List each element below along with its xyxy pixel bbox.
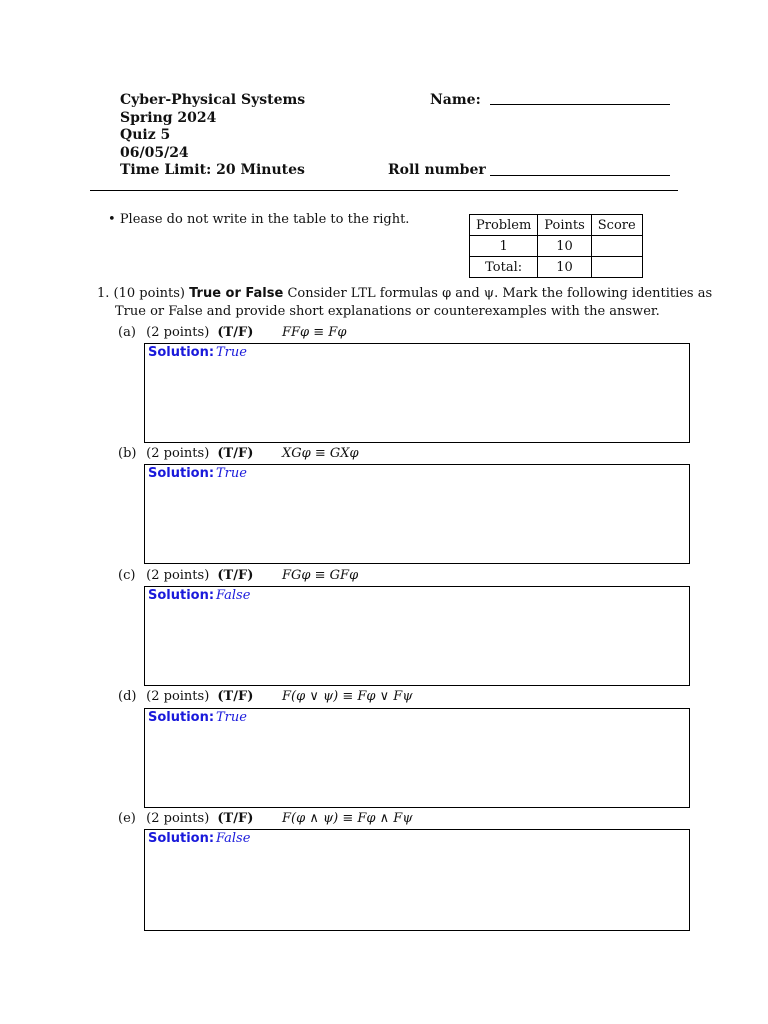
part-points: (2 points) [146,811,210,826]
header-divider [90,190,678,191]
question-points: (10 points) [113,286,185,301]
term: Spring 2024 [120,110,217,126]
formula-d: F(φ ∨ ψ) ≡ Fφ ∨ Fψ [282,689,413,704]
part-points: (2 points) [146,446,210,461]
course-title: Cyber-Physical Systems [120,92,306,108]
true-false-marker: (T/F) [217,446,254,461]
solution-answer: True [216,710,247,725]
part-points: (2 points) [146,325,210,340]
cell-problem: 1 [470,236,538,257]
solution-label: Solution: [148,345,215,360]
cell-score [591,236,642,257]
grade-table [469,214,643,278]
solution-box-b[interactable] [144,464,690,564]
question-number: 1. [97,286,110,301]
grade-table-header [470,215,643,236]
part-c [118,568,253,583]
formula-b: XGφ ≡ GXφ [282,446,359,461]
part-d [118,689,253,704]
roll-number-label: Roll number [388,162,486,178]
part-label: (d) [118,689,137,704]
header-problem: Problem [470,215,538,236]
formula-c: FGφ ≡ GFφ [282,568,359,583]
instruction [108,211,409,229]
formula-a: FFφ ≡ Fφ [282,325,347,340]
solution-box-d[interactable] [144,708,690,808]
header-points: Points [538,215,591,236]
part-points: (2 points) [146,568,210,583]
roll-number-field[interactable] [490,175,670,176]
question-text-line1: Consider LTL formulas φ and ψ. Mark the following identities as [287,286,713,301]
part-label: (a) [118,325,136,340]
header-score: Score [591,215,642,236]
part-b [118,446,253,461]
quiz-number: Quiz 5 [120,127,171,143]
grade-table-total-row [470,257,643,278]
part-points: (2 points) [146,689,210,704]
solution-answer: False [216,588,251,603]
part-label: (b) [118,446,137,461]
grade-table-row [470,236,643,257]
question-1 [97,285,712,303]
part-e [118,811,253,826]
solution-answer: False [216,831,251,846]
cell-total-label: Total: [470,257,538,278]
solution-label: Solution: [148,710,215,725]
solution-label: Solution: [148,588,215,603]
solution-box-e[interactable] [144,829,690,931]
solution-box-c[interactable] [144,586,690,686]
part-label: (c) [118,568,136,583]
name-label: Name: [430,92,481,108]
true-false-marker: (T/F) [217,689,254,704]
cell-points: 10 [538,236,591,257]
bullet: • [108,212,116,227]
instruction-text: Please do not write in the table to the right. [119,212,410,227]
quiz-date: 06/05/24 [120,145,189,161]
cell-total-score [591,257,642,278]
solution-answer: True [216,466,247,481]
time-limit: Time Limit: 20 Minutes [120,162,305,178]
solution-box-a[interactable] [144,343,690,443]
true-false-marker: (T/F) [217,811,254,826]
question-title: True or False [189,286,284,301]
formula-e: F(φ ∧ ψ) ≡ Fφ ∧ Fψ [282,811,413,826]
solution-label: Solution: [148,466,215,481]
cell-total-points: 10 [538,257,591,278]
part-a [118,325,253,340]
true-false-marker: (T/F) [217,325,254,340]
solution-answer: True [216,345,247,360]
true-false-marker: (T/F) [217,568,254,583]
name-field[interactable] [490,104,670,105]
question-text-line2: True or False and provide short explanations or counterexamples with the answer. [115,304,660,319]
part-label: (e) [118,811,136,826]
solution-label: Solution: [148,831,215,846]
